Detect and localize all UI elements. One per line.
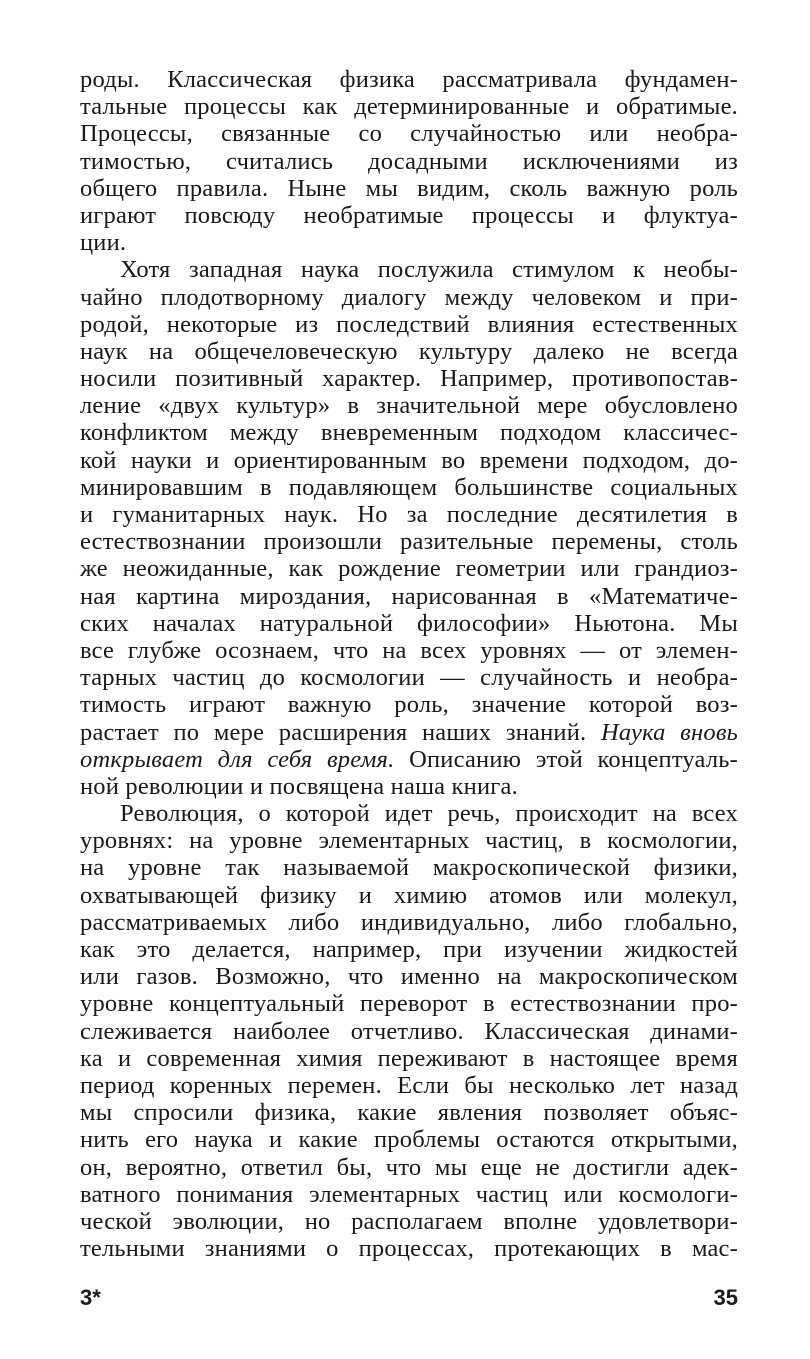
text-line: родой, некоторые из последствий влияния естественных xyxy=(80,310,738,338)
text-line: ческой эволюции, но располагаем вполне удовлетвори- xyxy=(80,1207,738,1235)
text-line: он, вероятно, ответил бы, что мы еще не достигли адек- xyxy=(80,1153,738,1181)
text-line: тальные процессы как детерминированные и обратимые. xyxy=(80,93,738,121)
text-line: конфликтом между вневременным подходом классичес- xyxy=(80,419,738,447)
text-line: чайно плодотворному диалогу между человеком и при- xyxy=(80,283,738,311)
text-line: ватного понимания элементарных частиц или космологи- xyxy=(80,1180,738,1208)
text-line: роды. Классическая физика рассматривала фундамен- xyxy=(80,66,738,93)
text-line: ление «двух культур» в значительной мере обусловлено xyxy=(80,392,738,420)
text-line: и гуманитарных наук. Но за последние десятилетия в xyxy=(80,501,738,528)
text-line: охватывающей физику и химию атомов или молекул, xyxy=(80,881,738,909)
text-line: Процессы, связанные со случайностью или необра- xyxy=(80,120,738,148)
text-line: же неожиданные, как рождение геометрии или грандиоз- xyxy=(80,555,738,583)
text-span: Описанию этой концептуаль- xyxy=(394,745,738,773)
text-line-with-emphasis xyxy=(80,746,738,773)
text-line: носили позитивный характер. Например, противопостав- xyxy=(80,365,738,393)
page-number: 35 xyxy=(713,1285,738,1310)
text-line-with-emphasis xyxy=(80,719,738,746)
text-line: общего правила. Ныне мы видим, сколь важную роль xyxy=(80,174,738,202)
text-line: играют повсюду необратимые процессы и флуктуа- xyxy=(80,201,738,229)
text-line: рассматриваемых либо индивидуально, либо глобально, xyxy=(80,908,738,936)
text-line: как это делается, например, при изучении жидкостей xyxy=(80,936,738,963)
text-line: ка и современная химия переживают в настоящее время xyxy=(80,1044,738,1072)
text-line: естествознании произошли разительные перемены, столь xyxy=(80,528,738,556)
text-line: Хотя западная наука послужила стимулом к необы- xyxy=(120,256,738,284)
text-line: минировавшим в подавляющем большинстве социальных xyxy=(80,473,738,501)
paragraph-3 xyxy=(80,800,738,1262)
text-line: тимость играют важную роль, значение которой воз- xyxy=(80,691,738,719)
text-line: или газов. Возможно, что именно на макроскопическом xyxy=(80,963,738,991)
paragraph-1 xyxy=(80,66,738,256)
text-line: кой науки и ориентированным во времени подходом, до- xyxy=(80,446,738,474)
text-line: тельными знаниями о процессах, протекающих в мас- xyxy=(80,1235,738,1263)
text-line: мы спросили физика, какие явления позволяет объяс- xyxy=(80,1099,738,1127)
text-line: все глубже осознаем, что на всех уровнях — от элемен- xyxy=(80,636,738,664)
text-line: на уровне так называемой макроскопической физики, xyxy=(80,854,738,882)
text-line: тарных частиц до космологии — случайность и необра- xyxy=(80,664,738,692)
text-line: ских началах натуральной философии» Ньютона. Мы xyxy=(80,609,738,637)
page-body xyxy=(80,66,738,1262)
text-line: нить его наука и какие проблемы остаются открытыми, xyxy=(80,1126,738,1154)
text-line: ная картина мироздания, нарисованная в «Математиче- xyxy=(80,582,738,610)
text-line: ции. xyxy=(80,229,127,257)
emphasis-text: Наука вновь xyxy=(600,718,739,746)
page-footer xyxy=(80,1285,738,1315)
text-line: наук на общечеловеческую культуру далеко не всегда xyxy=(80,337,738,365)
emphasis-text: открывает для себя время. xyxy=(80,745,395,773)
paragraph-2 xyxy=(80,256,738,800)
text-line: период коренных перемен. Если бы несколько лет назад xyxy=(80,1071,738,1099)
text-line: тимостью, считались досадными исключениями из xyxy=(80,147,738,175)
text-span: растает по мере расширения наших знаний. xyxy=(80,718,587,746)
signature-mark: 3* xyxy=(80,1285,101,1310)
text-line: Революция, о которой идет речь, происходит на всех xyxy=(120,800,738,828)
text-line: ной революции и посвящена наша книга. xyxy=(80,772,518,800)
text-line: уровне концептуальный переворот в естествознании про- xyxy=(80,990,738,1018)
text-line: слеживается наиболее отчетливо. Классическая динами- xyxy=(80,1017,738,1045)
text-line: уровнях: на уровне элементарных частиц, в космологии, xyxy=(80,827,738,855)
